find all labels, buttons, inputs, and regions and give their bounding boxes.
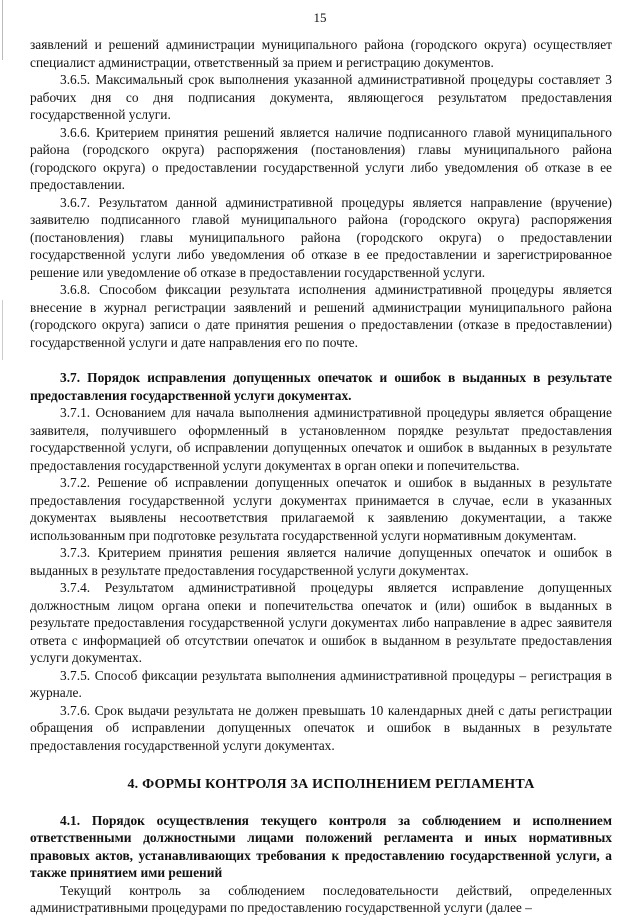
paragraph-3-7-3: 3.7.3. Критерием принятия решения является наличие допущенных опечаток и ошибок в выданных в результате предоставления государственной услуги документах. <box>30 545 612 578</box>
paragraph-3-6-6: 3.6.6. Критерием принятия решений является наличие подписанного главой муниципального района (городского округа) распоряжения (постановления) главы муниципального района (городского округа) о предоставлении государственной услуги либо уведомления об отказе в ее предоставлении. <box>30 124 612 192</box>
paragraph-4-1-text: Текущий контроль за соблюдением последовательности действий, определенных административными процедурами по предоставлению государственной услуги (далее – <box>30 882 612 915</box>
section-4-heading: 4. ФОРМЫ КОНТРОЛЯ ЗА ИСПОЛНЕНИЕМ РЕГЛАМЕНТА <box>127 777 535 792</box>
paragraph-3-6-5: 3.6.5. Максимальный срок выполнения указанной административной процедуры составляет 3 рабочих дня со дня подписания документа, являющегося результатом предоставления государственной услуги. <box>30 72 612 122</box>
section-3-7-heading: 3.7. Порядок исправления допущенных опечаток и ошибок в выданных в результате предоставления государственной услуги документах. <box>30 370 612 403</box>
paragraph-3-7-5: 3.7.5. Способ фиксации результата выполнения административной процедуры – регистрация в журнале. <box>30 667 612 700</box>
paragraph-3-7-1: 3.7.1. Основанием для начала выполнения административной процедуры является обращение заявителя, получившего оформленный в установленном порядке результат предоставления государственной услуги, об исправлении допущенных опечаток и ошибок в выданных в результате предоставления государственной услуги документах в орган опеки и попечительства. <box>30 405 612 473</box>
paragraph-3-7-2: 3.7.2. Решение об исправлении допущенных опечаток и ошибок в выданных в результате предоставления государственной услуги документах принимается в случае, если в указанных документах выявлены несоответствия прилагаемой к заявлению документации, а также использованным при подготовке результата государственной услуги нормативным документам. <box>30 475 612 543</box>
paragraph-3-6-8: 3.6.8. Способом фиксации результата исполнения административной процедуры является внесение в журнал регистрации заявлений и решений администрации муниципального района (городского округа) записи о дате принятия решения о предоставлении (отказе в предоставлении) государственной услуги и дате направления его по почте. <box>30 282 612 350</box>
paragraph-3-6-7: 3.6.7. Результатом данной административной процедуры является направление (вручение) заявителю подписанного главой муниципального района (городского округа) распоряжения (постановления) главы муниципального района (городского округа) о предоставлении государственной услуги либо уведомления об отказе в ее предоставлении и зарегистрированное решение или уведомление об отказе в предоставлении государственной услуги. <box>30 194 612 280</box>
paragraph-3-7-6: 3.7.6. Срок выдачи результата не должен превышать 10 календарных дней с даты регистрации обращения об исправлении допущенных опечаток и ошибок в выданных в результате предоставления государственной услуги документах. <box>30 702 612 753</box>
scan-edge <box>2 0 3 905</box>
document-body <box>30 36 612 917</box>
page-number: 15 <box>313 10 327 25</box>
section-4-1-heading: 4.1. Порядок осуществления текущего контроля за соблюдением и исполнением ответственными должностными лицами положений регламента и иных нормативных правовых актов, устанавливающих требования к предоставлению государственной услуги, а также принятием ими решений <box>30 812 612 880</box>
paragraph-3-7-4: 3.7.4. Результатом административной процедуры является исправление допущенных должностным лицом органа опеки и попечительства опечаток и (или) ошибок в выданных в результате предоставления государственной услуги документах либо направление в адрес заявителя ответа с информацией об отсутствии опечаток и ошибок в выданном в результате предоставления услуги документах. <box>30 580 612 665</box>
paragraph-continuation: заявлений и решений администрации муниципального района (городского округа) осуществляет специалист администрации, ответственный за прием и регистрацию документов. <box>30 37 612 70</box>
